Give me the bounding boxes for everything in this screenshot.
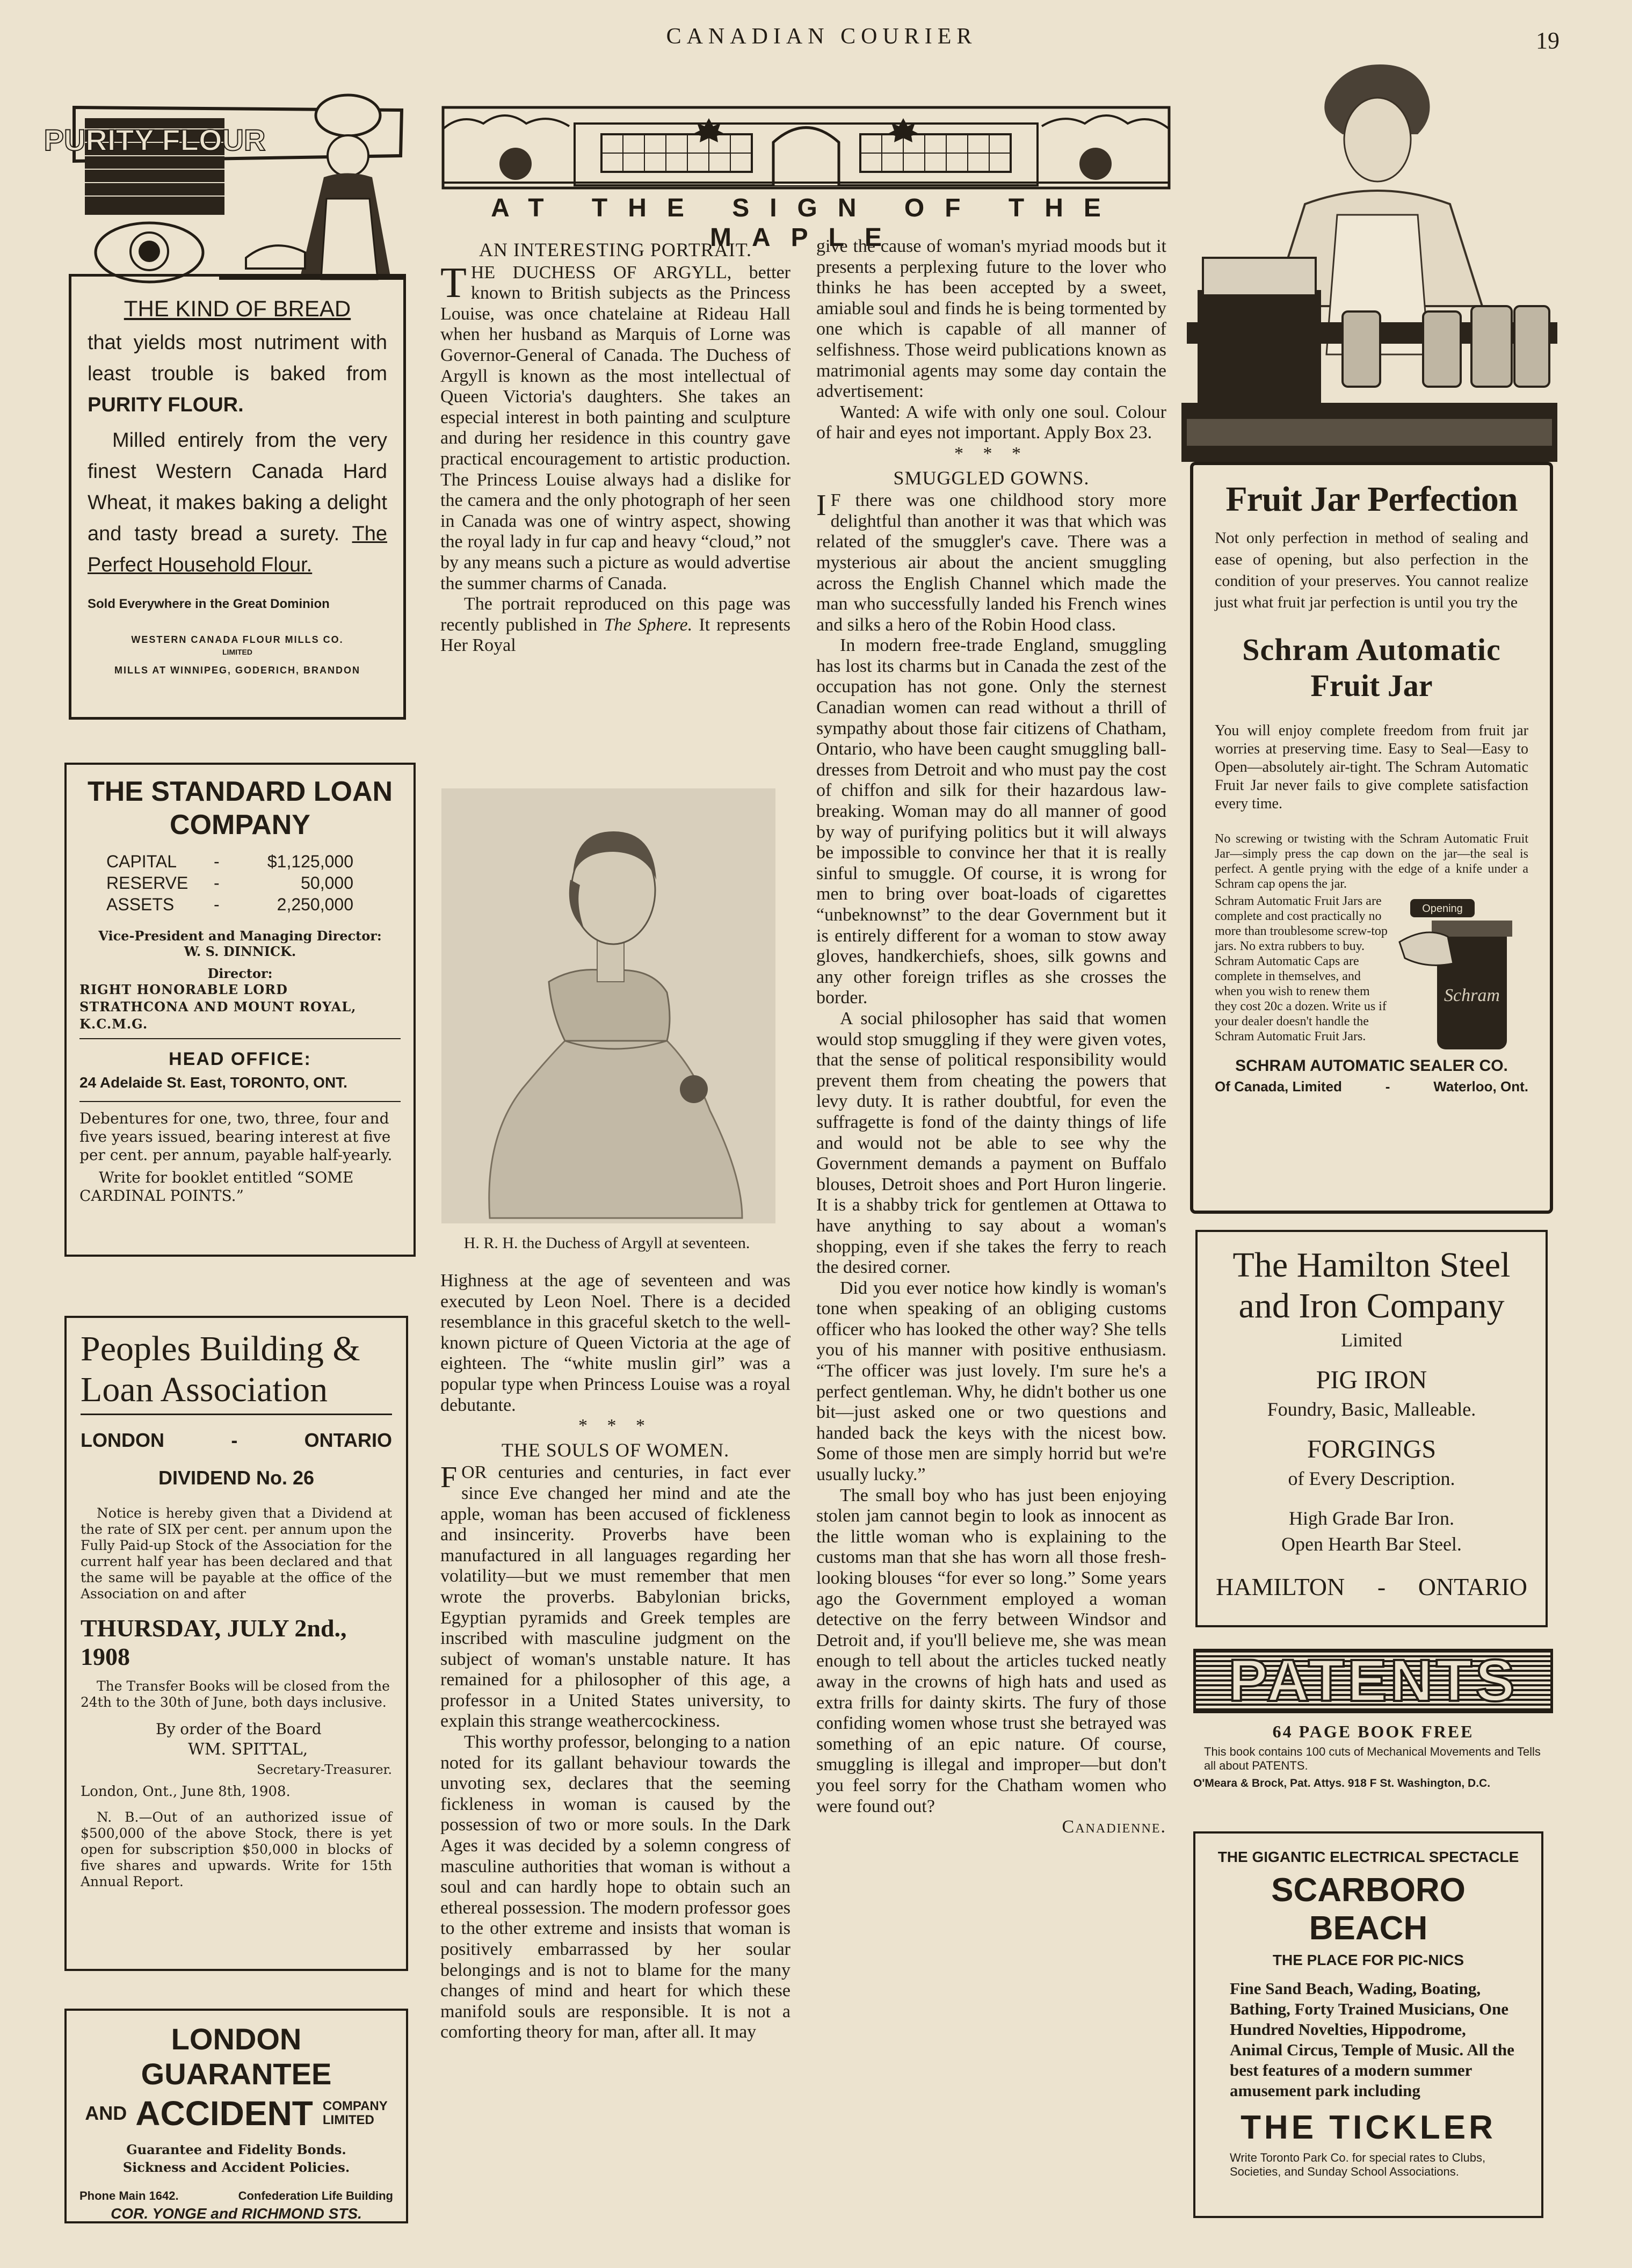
- peoples-notice: Notice is hereby given that a Dividend at the rate of SIX per cent. per annum upon the Fully Paid-up Stock of the Association for the current half year has been declared and that the same will be payable at the office of the Association on and after: [81, 1505, 392, 1602]
- hamilton-location: HAMILTON - ONTARIO: [1216, 1573, 1527, 1600]
- para-duchess: THE DUCHESS OF ARGYLL, better known to British subjects as the Princess Louise, was once chatelaine at Rideau Hall when her husband as Marquis of Lorne was Governor-General of Canada. The Duchess of Argyll is known as the most intellectual of Queen Victoria's daughters. She takes an especial interest in both painting and sculpture and during her residence in this country gave practical encouragement to artistic production. The Princess Louise always had a dislike for the camera and the only photograph of her seen in Canada was one of wintry aspect, showing the royal lady in fur cap and heavy “cloud,” not by any means such a picture as would advertise the summer charms of Canada.: [440, 259, 790, 593]
- article-signature: Canadienne.: [1062, 1817, 1166, 1837]
- para-free-trade: In modern free-trade England, smuggling has lost its charms but in Canada the zest of the occupation has not gone. Only the sternest Canadian women can read without a thrill of sympathy about those fair citizens of Chatham, Ontario, who have been caught smuggling ball-dresses from Detroit and who must pay the cost of chiffon and silk for their hazardous law-breaking. Woman may do all manner of good by way of purifying politics but it will always be impossible to convince her that it is really sinful to smuggle. Of course, it is wrong for men to bring over boat-loads of cigarettes “unbeknownst” to the dear Government but it is entirely different for a woman to stow away gloves, handkerchiefs, shoes, silk gowns and any other foreign trifles as she crosses the border.: [816, 635, 1166, 1008]
- article-column-1: [440, 236, 790, 773]
- schram-heading: Fruit Jar Perfection: [1225, 480, 1518, 519]
- schram-name-1: Schram Automatic: [1242, 632, 1501, 667]
- hamilton-bar-steel: Open Hearth Bar Steel.: [1281, 1533, 1462, 1555]
- article-column-1-bottom: [440, 1271, 790, 2237]
- para-centuries: FOR centuries and centuries, in fact ever since Eve changed her mind and ate the apple, woman has been accused of fickleness and insincerity. Proverbs have been manufactured in all languages regarding her volatility—but we must remember that men wrote the proverbs. Babylonian bricks, Egyptian pyramids and Greek temples are inscribed with masculine judgment on the subject of woman's unstable nature. It has remained for a philosopher of this age, a professor in a United States university, to explain this strange weathercockiness.: [440, 1461, 790, 1731]
- schram-complete: Schram Automatic Fruit Jars are complete and cost practically no more than troublesome screw-top jars. No extra rubbers to buy. Schram Automatic Caps are complete in themselves, and when you wish to renew them they cost 20c a dozen. Write us if your dealer doesn't handle the Schram Automatic Fruit Jars.: [1215, 894, 1388, 1044]
- page-number: 19: [1536, 27, 1560, 54]
- purity-text-1a: that yields most nutriment with least trouble is baked from: [88, 331, 387, 385]
- scarboro-sub: THE PLACE FOR PIC-NICS: [1272, 1952, 1464, 1968]
- schram-company: SCHRAM AUTOMATIC SEALER CO.: [1235, 1057, 1508, 1075]
- running-header: CANADIAN COURIER: [666, 24, 977, 49]
- schram-intro: Not only perfection in method of sealing and ease of opening, but also perfection in the condition of your preserves. You cannot realize just what fruit jar perfection is until you try the: [1215, 529, 1528, 611]
- patents-desc: This book contains 100 cuts of Mechanical Movements and Tells all about PATENTS.: [1204, 1745, 1541, 1772]
- london-title-1: LONDON GUARANTEE: [141, 2022, 332, 2091]
- portrait-caption: H. R. H. the Duchess of Argyll at seventeen.: [463, 1234, 750, 1252]
- peoples-name: WM. SPITTAL,: [188, 1740, 308, 1759]
- peoples-place-date: London, Ont., June 8th, 1908.: [81, 1784, 291, 1800]
- jar-opening-illustration: [1394, 894, 1528, 1055]
- para-wanted: Wanted: A wife with only one soul. Colour of hair and eyes not important. Apply Box 23.: [816, 402, 1166, 443]
- para-customs-officer: Did you ever notice how kindly is woman's tone when speaking of an obliging customs officer who has looked the other way? She tells you of his manner with positive enthusiasm. “The officer was just lovely. I'm sure he's a perfect gentleman. Why, he didn't bother us one bit—just asked one or two questions and handed back the keys with the nicest bow. Some of those men are simply horrid but we're usually lucky.”: [816, 1278, 1166, 1485]
- jar-brand-label: Schram: [1444, 986, 1500, 1005]
- schram-jar-row: [1215, 894, 1528, 1055]
- standard-row-assets: ASSETS - 2,250,000: [106, 895, 353, 914]
- heading-souls-of-women: THE SOULS OF WOMEN.: [501, 1439, 730, 1461]
- scarboro-write: Write Toronto Park Co. for special rates to Clubs, Societies, and Sunday School Associations.: [1230, 2151, 1486, 2178]
- scarboro-body: Fine Sand Beach, Wading, Boating, Bathing, Forty Trained Musicians, One Hundred Novelties, Hippodrome, Animal Circus, Temple of Music. All the best features of a modern summer amusement park including: [1230, 1979, 1514, 2100]
- schram-woman-illustration: [1181, 54, 1557, 462]
- patents-firm: O'Meara & Brock, Pat. Attys. 918 F St. Washington, D.C.: [1193, 1777, 1491, 1789]
- hamilton-every: of Every Description.: [1288, 1468, 1455, 1489]
- para-social-philosopher: A social philosopher has said that women would stop smuggling if they were given votes, that the sense of political responsibility would prevent them from cheating the powers that levy duty. It is rather doubtful, for even the suffragette is fond of the dainty things of life and would not be able to see why the Government demands a payment on Buffalo blouses, Detroit shoes and Port Huron lingerie. It is a shabby trick for gentlemen at Ottawa to have anything to say about a woman's shopping, even if she takes the ferry to reach the desired corner.: [816, 1008, 1166, 1278]
- standard-row-reserve: RESERVE - 50,000: [106, 873, 353, 893]
- hamilton-bar-iron: High Grade Bar Iron.: [1289, 1508, 1454, 1529]
- standard-debentures: Debentures for one, two, three, four and five years issued, bearing interest at five per cent. per annum, payable half-yearly.: [79, 1110, 393, 1164]
- peoples-building-ad: [64, 1316, 408, 1971]
- purity-limited: LIMITED: [222, 648, 252, 656]
- drop-cap-i: I: [816, 489, 826, 523]
- para-highness: Highness at the age of seventeen and was executed by Leon Noel. There is a decided resemblance in this graceful sketch to the well-known picture of Queen Victoria at the age of eighteen. The “white muslin girl” was a popular type when Princess Louise was a royal debutante.: [440, 1271, 790, 1415]
- para-professor: This worthy professor, belonging to a nation noted for its gallant behaviour towards the unvoting sex, declares that the seeming fickleness in woman is caused by the possession of two or more souls. In the Dark Ages it was decided by a solemn congress of masculine authorities that woman is without a soul and can hardly hope to obtain such an ethereal possession. The modern professor goes to the other extreme and insists that woman is positively embarrassed by her soular belongings and is not to blame for the many changes of mind and heart for which these manifold souls are responsible. It is not a comforting theory for man, after all. It may: [440, 1732, 790, 2042]
- duchess-portrait-illustration: [441, 788, 775, 1223]
- london-corner: COR. YONGE and RICHMOND STS.: [111, 2205, 362, 2222]
- peoples-transfer: The Transfer Books will be closed from the 24th to the 30th of June, both days inclusive.: [81, 1678, 390, 1710]
- jar-opening-label: Opening: [1422, 903, 1463, 915]
- scarboro-tickler: THE TICKLER: [1241, 2109, 1496, 2146]
- peoples-date: THURSDAY, JULY 2nd., 1908: [81, 1614, 347, 1670]
- purity-flour-name: PURITY FLOUR.: [88, 394, 244, 416]
- drop-cap-f: F: [440, 1461, 458, 1495]
- heading-interesting-portrait: AN INTERESTING PORTRAIT.: [478, 239, 752, 260]
- standard-office-label: HEAD OFFICE:: [169, 1049, 311, 1069]
- standard-title-1: THE STANDARD LOAN: [87, 776, 393, 807]
- standard-booklet: Write for booklet entitled “SOME CARDINAL POINTS.”: [79, 1169, 354, 1205]
- hamilton-title-1: The Hamilton Steel: [1232, 1245, 1511, 1285]
- purity-logo-text: PURITY FLOUR: [43, 123, 266, 157]
- standard-figures: [106, 851, 401, 915]
- purity-company: WESTERN CANADA FLOUR MILLS CO.: [131, 634, 344, 645]
- london-title-row: AND ACCIDENT COMPANY LIMITED: [85, 2094, 388, 2133]
- scarboro-beach-ad: [1193, 1831, 1543, 2218]
- schram-no-screwing: No screwing or twisting with the Schram Automatic Fruit Jar—simply press the cap down on the jar—the seal is perfect. A gentle prying with the edge of a knife under a Schram cap opens the jar.: [1215, 832, 1528, 891]
- london-phone-row: Phone Main 1642. Confederation Life Building: [79, 2189, 393, 2202]
- purity-heading: THE KIND OF BREAD: [124, 296, 351, 321]
- standard-loan-ad: [64, 763, 416, 1257]
- drop-cap-t: T: [440, 259, 467, 307]
- purity-text-1: [88, 327, 387, 421]
- standard-dir-label: Director:: [207, 966, 273, 981]
- peoples-order: By order of the Board: [156, 1720, 322, 1738]
- standard-vp-label: Vice-President and Managing Director:: [98, 928, 382, 944]
- patents-title-box: [1193, 1649, 1553, 1713]
- peoples-secretary: Secretary-Treasurer.: [257, 1762, 392, 1777]
- purity-flour-ad: [43, 97, 406, 720]
- hamilton-foundry: Foundry, Basic, Malleable.: [1267, 1399, 1476, 1420]
- section-divider-1: * * *: [578, 1416, 652, 1436]
- standard-vp-name: W. S. DINNICK.: [184, 944, 296, 959]
- para-portrait-reproduced: The portrait reproduced on this page was recently published in The Sphere. It represents Her Royal: [440, 594, 791, 656]
- standard-row-capital: CAPITAL - $1,125,000: [106, 852, 353, 871]
- scarboro-title: SCARBORO BEACH: [1271, 1872, 1466, 1947]
- purity-sold: Sold Everywhere in the Great Dominion: [88, 597, 330, 611]
- patents-title: PATENTS: [1228, 1648, 1518, 1714]
- scarboro-line-1: THE GIGANTIC ELECTRICAL SPECTACLE: [1217, 1849, 1519, 1865]
- purity-text-box: [69, 274, 406, 720]
- para-childhood-story: I F there was one childhood story more delightful than another it was that which was related of the smuggler's cave. There was a mysterious air about the ancient smuggling across the English Channel which made the man who successfully landed his French wines and silks a hero of the Robin Hood class.: [816, 489, 1166, 635]
- para-myriad-moods: give the cause of woman's myriad moods but it presents a perplexing future to the lover who thinks he has been accepted by a sweet, amiable soul and finds he is being tormented by one which is capable of all manner of selfishness. Those weird publications known as matrimonial agents may some day contain the advertisement:: [816, 236, 1166, 402]
- hamilton-limited: Limited: [1341, 1329, 1402, 1351]
- standard-title-2: COMPANY: [170, 809, 310, 840]
- para-small-boy: The small boy who has just been enjoying stolen jam cannot begin to look as innocent as the little woman who is explaining to the customs man that she has worn all those fresh-looking blouses “for ever so long.” Some years ago the Government employed a woman detective on the ferry between Windsor and Detroit and, if you'll believe me, she was mean enough to tell about the articles tucked neatly away in the crowns of high hats and used as extra frills for dainty skirts. The fury of those confiding women whose trust she betrayed was something of an epic nature. Of course, smuggling is illegal and improper—but don't you feel sorry for the Chatham women who were found out?: [816, 1485, 1166, 1816]
- purity-text-2a: Milled entirely from the very finest Western Canada Hard Wheat, it makes baking a delight and tasty bread a surety.: [88, 429, 387, 545]
- schram-location: Of Canada, Limited - Waterloo, Ont.: [1215, 1078, 1528, 1095]
- peoples-dividend: DIVIDEND No. 26: [158, 1467, 315, 1489]
- hamilton-pig-iron: PIG IRON: [1316, 1366, 1427, 1394]
- standard-dir-name: RIGHT HONORABLE LORD STRATHCONA AND MOUNT ROYAL, K.C.M.G.: [79, 982, 357, 1032]
- section-divider-2: * * *: [954, 443, 1028, 463]
- london-line-1: Guarantee and Fidelity Bonds.: [126, 2142, 346, 2157]
- schram-name-2: Fruit Jar: [1310, 668, 1433, 703]
- hamilton-forgings: FORGINGS: [1307, 1435, 1437, 1463]
- schram-freedom: You will enjoy complete freedom from fruit jar worries at preserving time. Easy to Seal—Easy to Open—absolutely air-tight. The Schram Automatic Fruit Jar never fails to give complete satisfaction every time.: [1215, 722, 1528, 812]
- peoples-title-1: Peoples Building &: [81, 1329, 360, 1368]
- maple-banner-illustration: [440, 102, 1172, 191]
- article-column-2: [816, 236, 1166, 2234]
- london-line-2: Sickness and Accident Policies.: [122, 2160, 350, 2175]
- purity-mills: MILLS AT WINNIPEG, GODERICH, BRANDON: [114, 665, 360, 676]
- purity-logo-illustration: [43, 97, 406, 282]
- heading-smuggled-gowns: SMUGGLED GOWNS.: [893, 467, 1090, 489]
- maple-title: AT THE SIGN OF THE MAPLE: [491, 194, 1121, 252]
- hamilton-steel-ad: [1195, 1230, 1548, 1627]
- patents-book: 64 PAGE BOOK FREE: [1272, 1722, 1474, 1741]
- london-guarantee-ad: [64, 2009, 408, 2223]
- peoples-nb: N. B.—Out of an authorized issue of $500,000 of the above Stock, there is yet open for subscription $50,000 in blocks of five shares and upwards. Write for 15th Annual Report.: [81, 1809, 392, 1889]
- peoples-title-2: Loan Association: [81, 1370, 392, 1415]
- purity-text-2: [88, 425, 387, 581]
- schram-ad-box: [1190, 462, 1553, 1214]
- purity-slogan: The Perfect Household Flour.: [88, 523, 388, 576]
- patents-ad: [1193, 1649, 1553, 1826]
- peoples-location: LONDON - ONTARIO: [81, 1429, 392, 1451]
- hamilton-title-2: and Iron Company: [1238, 1286, 1505, 1325]
- london-company-block: COMPANY LIMITED: [322, 2099, 388, 2127]
- standard-office-addr: 24 Adelaide St. East, TORONTO, ONT.: [79, 1074, 347, 1091]
